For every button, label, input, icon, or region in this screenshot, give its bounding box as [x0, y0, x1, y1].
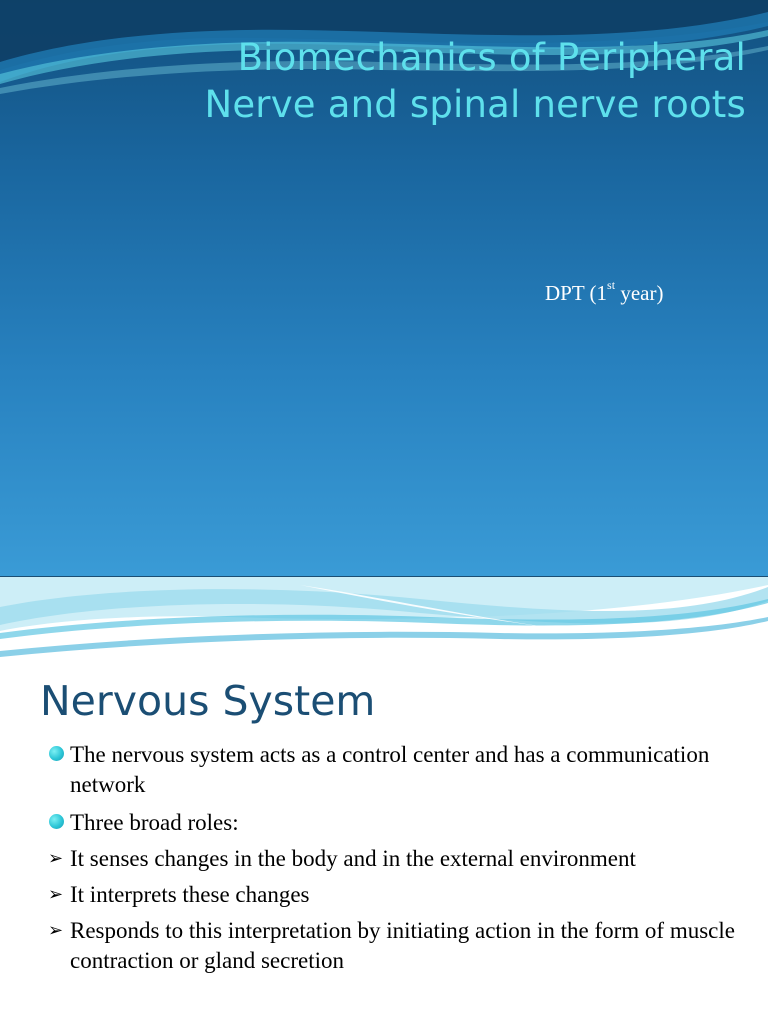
bullet-text: Three broad roles: [70, 810, 239, 835]
bullet-dot-icon [49, 746, 64, 761]
list-item [48, 808, 748, 838]
bullet-text: Responds to this interpretation by initiating action in the form of muscle contraction or gland secretion [70, 918, 735, 973]
slide-title [46, 34, 746, 128]
bullet-text: It senses changes in the body and in the external environment [70, 846, 636, 871]
slide-subtitle [545, 278, 664, 306]
bullet-text: It interprets these changes [70, 882, 310, 907]
bullet-text: The nervous system acts as a control center and has a communication network [70, 742, 710, 797]
content-slide [0, 577, 768, 1024]
arrow-bullet-icon: ➢ [48, 920, 64, 941]
subtitle-suffix: year) [615, 281, 664, 305]
bullet-list [48, 740, 748, 984]
list-item [48, 740, 748, 800]
slide-heading: Nervous System [40, 677, 376, 725]
list-item [48, 916, 748, 976]
title-line-2: Nerve and spinal nerve roots [204, 83, 746, 126]
wave-decoration [0, 577, 768, 667]
subtitle-superscript: st [607, 278, 616, 292]
subtitle-prefix: DPT (1 [545, 281, 608, 305]
arrow-bullet-icon: ➢ [48, 884, 64, 905]
list-item [48, 880, 748, 910]
bullet-dot-icon [49, 814, 64, 829]
list-item [48, 844, 748, 874]
arrow-bullet-icon: ➢ [48, 848, 64, 869]
title-line-1: Biomechanics of Peripheral [237, 36, 746, 79]
